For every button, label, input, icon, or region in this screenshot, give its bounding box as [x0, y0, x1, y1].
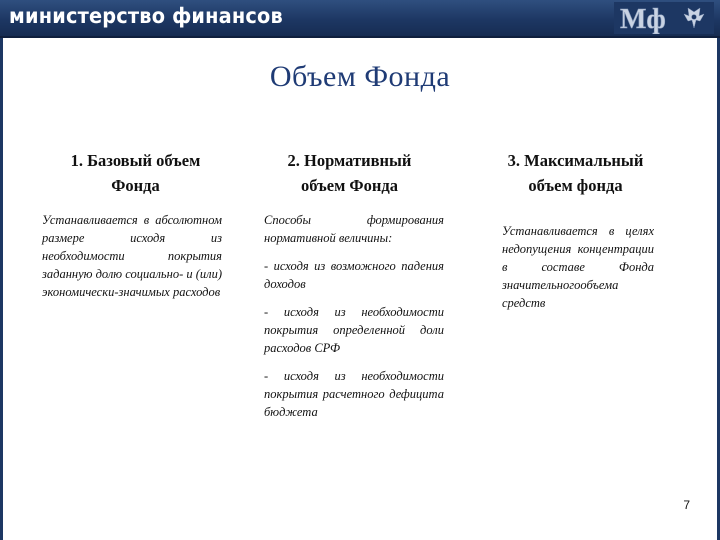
ministry-title: министерство финансов: [9, 4, 283, 28]
column-3-heading-line1: 3. Максимальный: [507, 151, 644, 170]
column-3-text: [502, 222, 654, 322]
column-1-text: [42, 211, 222, 311]
column-2-paragraph: Способы формирования нормативной величины:: [264, 213, 444, 245]
column-2-paragraph: - исходя из возможного падения доходов: [264, 259, 444, 291]
page-title: Объем Фонда: [269, 60, 451, 93]
column-2-paragraph: - исходя из необходимости покрытия расчетного дефицита бюджета: [264, 369, 444, 419]
column-1-paragraph: Устанавливается в абсолютном размере исходя из необходимости покрытия заданную долю социально- и (или) экономически-значимых расходов: [42, 213, 223, 299]
column-2-heading: [252, 148, 447, 198]
header-bar: [0, 0, 720, 38]
column-3-paragraph: Устанавливается в целях недопущения концентрации в составе Фонда значительногообъема средств: [502, 224, 654, 310]
column-2-heading-line1: 2. Нормативный: [287, 151, 412, 170]
logo-text: Мф: [620, 4, 666, 34]
page-number: 7: [683, 498, 690, 512]
column-2-heading-line2: объем Фонда: [301, 176, 398, 195]
column-3-heading: [478, 148, 673, 198]
column-1-heading-line1: 1. Базовый объем: [70, 151, 201, 170]
column-1-heading-line2: Фонда: [111, 176, 160, 195]
ministry-logo: [614, 2, 714, 34]
column-2-text: [264, 211, 444, 431]
column-3-heading-line2: объем фонда: [528, 176, 623, 195]
left-border: [0, 38, 3, 540]
column-1-heading: [38, 148, 233, 198]
column-2-paragraph: - исходя из необходимости покрытия определенной доли расходов СРФ: [264, 305, 444, 355]
